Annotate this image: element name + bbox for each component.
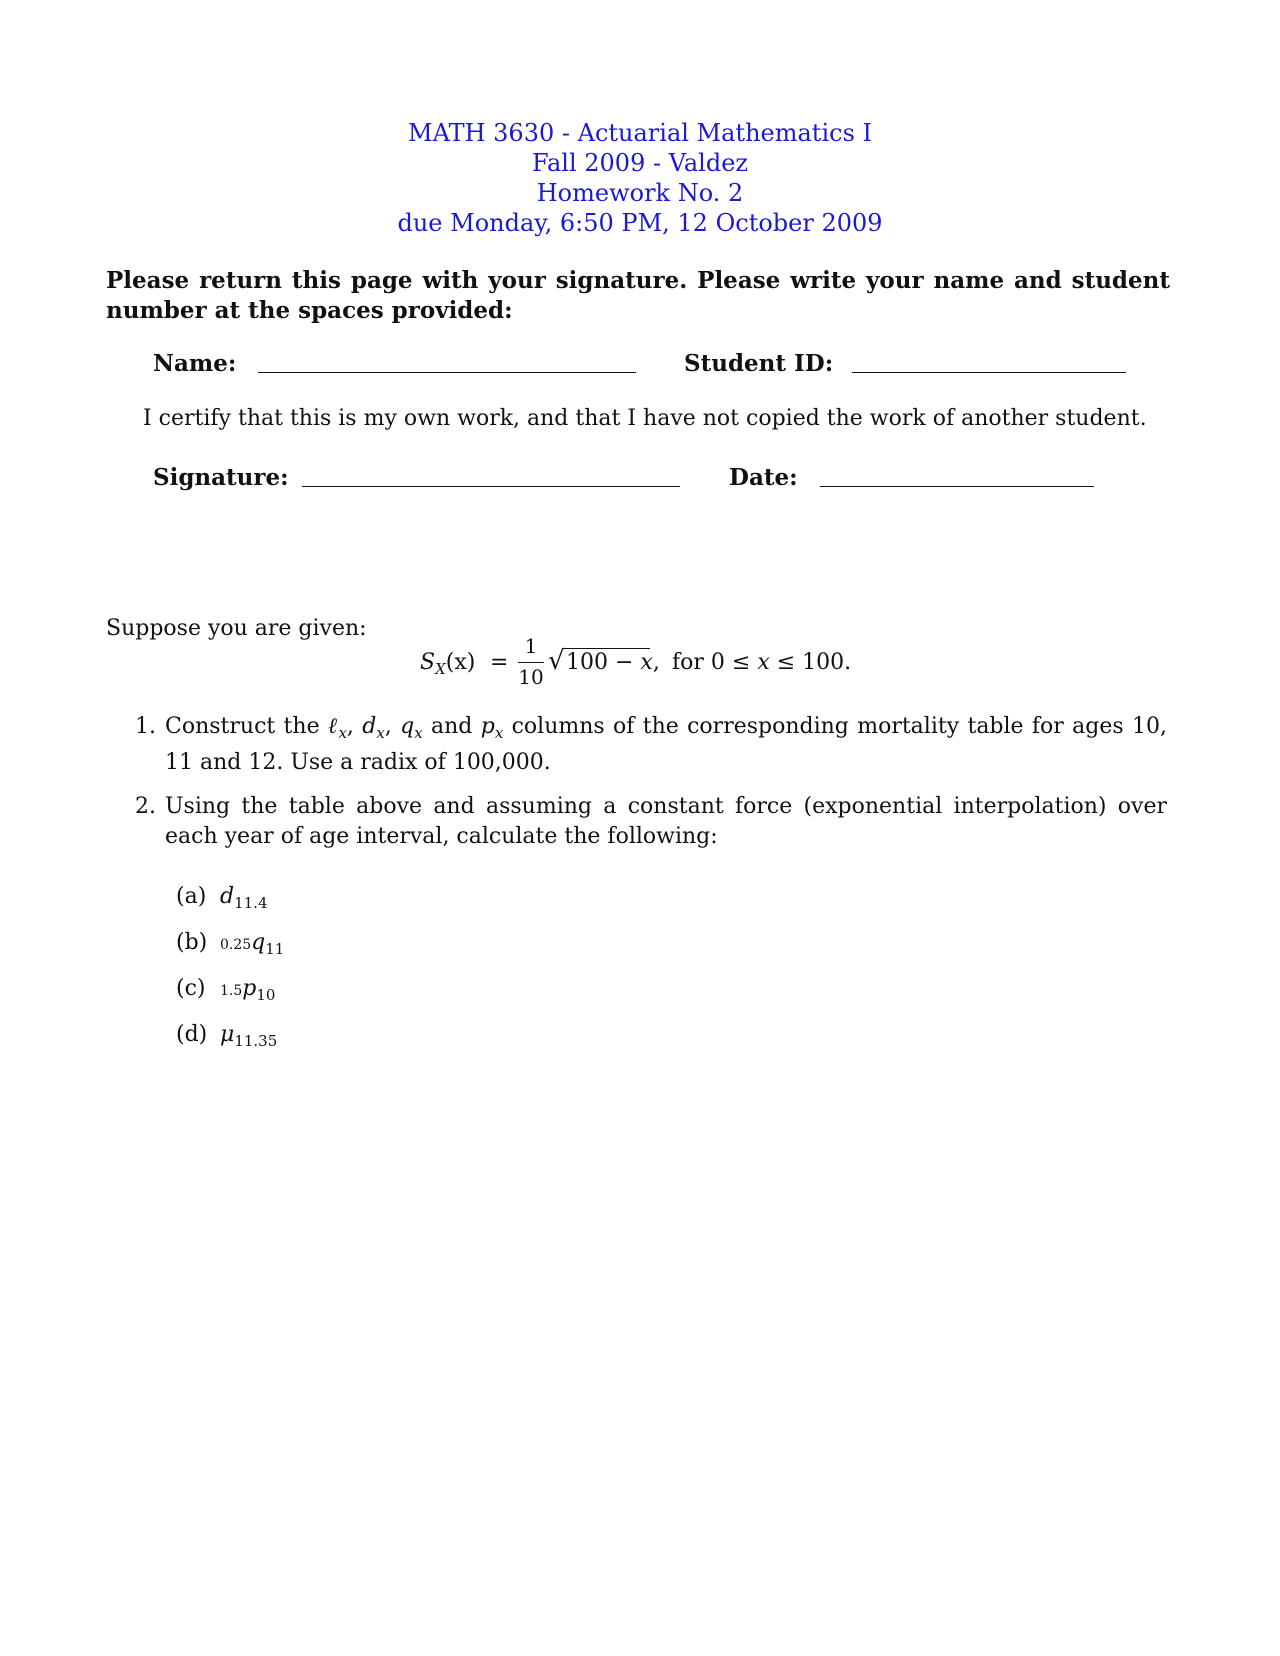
subquestion-label: (c): [176, 976, 206, 1001]
fraction-bar: [518, 662, 544, 663]
date-label: Date:: [729, 464, 798, 491]
sqrt-sign: √: [548, 646, 565, 676]
signature-label: Signature:: [153, 464, 289, 491]
question-text: Using the table above and assuming a constant force (exponential interpolation) over each year of age interval, calculate the following:: [165, 794, 1167, 849]
due-date: due Monday, 6:50 PM, 12 October 2009: [397, 209, 883, 237]
sqrt-overline: [564, 648, 650, 649]
course-title: MATH 3630 - Actuarial Mathematics I: [408, 119, 872, 147]
name-line[interactable]: [258, 372, 636, 373]
date-line[interactable]: [820, 486, 1094, 487]
name-label: Name:: [153, 350, 237, 377]
subquestion-label: (a): [176, 884, 207, 909]
question-2: [135, 792, 1167, 852]
given-intro: Suppose you are given:: [106, 616, 367, 641]
question-number: 1.: [135, 714, 156, 739]
question-number: 2.: [135, 794, 156, 819]
question-text: Construct the ℓ$_x$, $d_x$, $q_x$ and $p_x$ columns of the corresponding mortality table for ages 10, 11 and 12. Use a radix of 100,000.: [165, 714, 1167, 775]
fraction-numerator: 1: [524, 634, 538, 658]
certification-statement: I certify that this is my own work, and that I have not copied the work of another student.: [143, 406, 1147, 431]
radicand: 100 − x,: [566, 650, 660, 675]
formula-lhs: $S_X(x)$: [420, 650, 476, 678]
formula-equals: =: [490, 650, 509, 675]
question-1: [135, 712, 1167, 775]
student-id-label: Student ID:: [684, 350, 834, 377]
subquestion-label: (d): [176, 1022, 208, 1047]
subquestion-d: (d) $\mu_{11.35}$: [176, 1022, 278, 1050]
student-id-line[interactable]: [852, 372, 1126, 373]
homework-number: Homework No. 2: [536, 179, 744, 207]
subquestion-c: (c) $1.5p_{10}$: [176, 976, 276, 1004]
subquestion-label: (b): [176, 930, 208, 955]
instructions: Please return this page with your signature. Please write your name and student number at the spaces provided:: [106, 267, 1170, 324]
subquestion-a: (a) $d_{11.4}$: [176, 884, 268, 912]
document-header: [0, 118, 1280, 238]
formula-condition: for 0 ≤ x ≤ 100.: [672, 650, 852, 675]
fraction-denominator: 10: [518, 665, 544, 689]
term-instructor: Fall 2009 - Valdez: [531, 149, 749, 177]
subquestion-b: (b) $0.25q_{11}$: [176, 930, 285, 958]
signature-line[interactable]: [302, 486, 680, 487]
